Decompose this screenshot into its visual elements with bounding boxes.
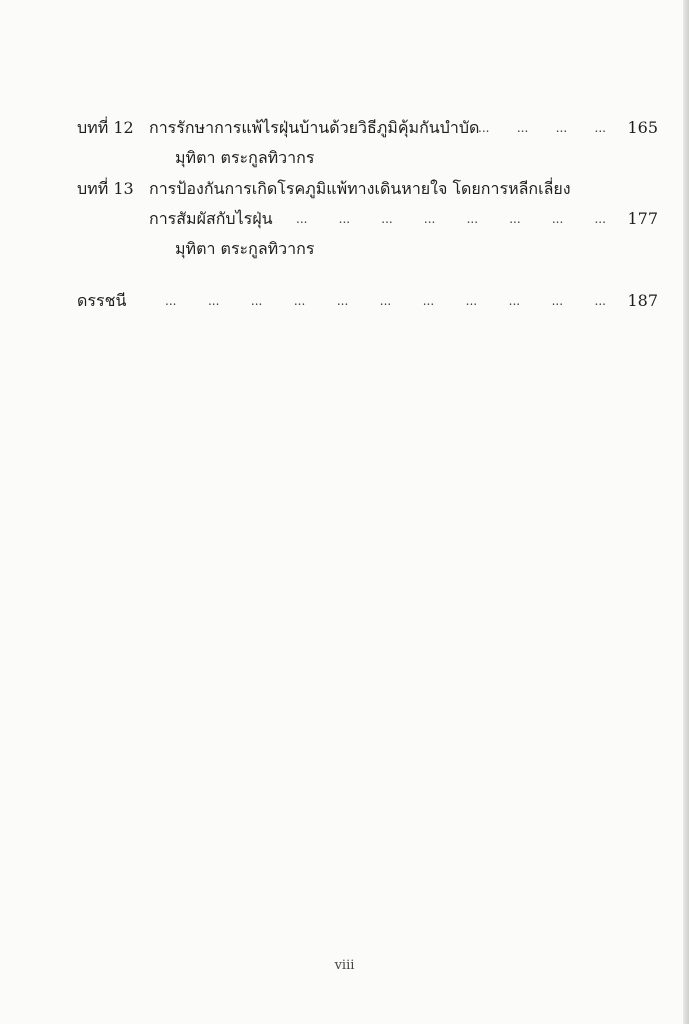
page-number: viii: [334, 958, 355, 973]
toc-chapter-13-title-line1: การป้องกันการเกิดโรคภูมิแพ้ทางเดินหายใจ โดยการหลีกเลี่ยง: [149, 179, 571, 198]
toc-index-leader: ... ... ... ... ... ... ... ... ... ... ...: [165, 294, 606, 308]
toc-chapter-12-title: การรักษาการแพ้ไรฝุ่นบ้านด้วยวิธีภูมิคุ้มกันบำบัด: [149, 118, 480, 137]
toc-index-page: 187: [627, 291, 658, 310]
toc-chapter-13-leader: ... ... ... ... ... ... ... ...: [296, 212, 606, 226]
toc-chapter-12-page: 165: [627, 118, 658, 137]
toc-index-label: ดรรชนี: [77, 291, 127, 310]
toc-chapter-12-label: บทที่ 12: [77, 118, 134, 137]
page-edge: [683, 0, 689, 1024]
toc-chapter-12-leader: ... ... ... ...: [478, 121, 606, 135]
toc-chapter-13-title-line2: การสัมผัสกับไรฝุ่น: [149, 209, 273, 228]
toc-chapter-13-label: บทที่ 13: [77, 179, 134, 198]
toc-chapter-13-author: มุทิตา ตระกูลทิวากร: [175, 239, 315, 258]
toc-chapter-12-author: มุทิตา ตระกูลทิวากร: [175, 148, 315, 167]
toc-chapter-13-page: 177: [627, 209, 658, 228]
